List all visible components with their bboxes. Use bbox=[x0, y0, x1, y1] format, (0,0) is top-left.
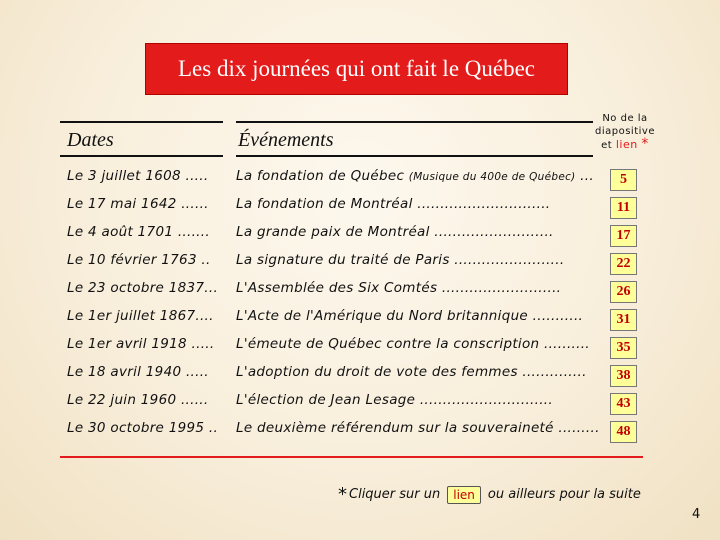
event-date: Le 17 mai 1642 ...... bbox=[67, 196, 209, 212]
footnote-asterisk-icon: * bbox=[338, 484, 347, 505]
events-header-rule-lower bbox=[236, 155, 593, 157]
event-title-text: L'adoption du droit de vote des femmes .............. bbox=[236, 364, 587, 380]
footnote-text-after: ou ailleurs pour la suite bbox=[487, 487, 641, 502]
events-header-rule bbox=[236, 121, 593, 123]
table-row bbox=[0, 392, 720, 418]
page-number: 4 bbox=[692, 507, 701, 522]
event-title-text: L'élection de Jean Lesage ............................. bbox=[236, 392, 553, 408]
table-row bbox=[0, 168, 720, 194]
slide-link-button[interactable]: 43 bbox=[610, 393, 637, 415]
event-title-text: L'Assemblée des Six Comtés .......................... bbox=[236, 280, 562, 296]
event-title bbox=[236, 196, 550, 212]
event-title bbox=[236, 364, 587, 380]
dates-header: Dates bbox=[67, 129, 114, 151]
slide-link-button[interactable]: 26 bbox=[610, 281, 637, 303]
event-title-text: La fondation de Québec bbox=[236, 168, 405, 184]
slide-link-button[interactable]: 22 bbox=[610, 253, 637, 275]
table-bottom-rule bbox=[60, 456, 643, 458]
event-title bbox=[236, 168, 594, 184]
table-row bbox=[0, 364, 720, 390]
table-row bbox=[0, 420, 720, 446]
slide-link-button[interactable]: 31 bbox=[610, 309, 637, 331]
footnote-text-before: Cliquer sur un bbox=[349, 487, 441, 502]
event-title bbox=[236, 420, 600, 436]
dates-header-rule bbox=[60, 121, 223, 123]
event-title bbox=[236, 224, 554, 240]
slide-link-button[interactable]: 38 bbox=[610, 365, 637, 387]
event-date: Le 18 avril 1940 ..... bbox=[67, 364, 209, 380]
event-title bbox=[236, 392, 553, 408]
event-title bbox=[236, 280, 561, 296]
event-title-text: Le deuxième référendum sur la souveraineté ......... bbox=[236, 420, 600, 436]
slide-number-header-et: et bbox=[601, 140, 613, 151]
table-row bbox=[0, 196, 720, 222]
events-header: Événements bbox=[238, 129, 334, 151]
event-title-text: La fondation de Montréal ............................. bbox=[236, 196, 551, 212]
event-note: (Musique du 400e de Québec) bbox=[408, 171, 576, 183]
event-title bbox=[236, 308, 583, 324]
event-date: Le 1er juillet 1867.... bbox=[67, 308, 214, 324]
slide-number-header-line2: diapositive bbox=[595, 126, 655, 137]
slide-link-button[interactable]: 48 bbox=[610, 421, 637, 443]
table-row bbox=[0, 252, 720, 278]
page-title: Les dix journées qui ont fait le Québec bbox=[145, 43, 568, 95]
event-date: Le 23 octobre 1837... bbox=[67, 280, 219, 296]
slide-link-button[interactable]: 35 bbox=[610, 337, 637, 359]
event-dots: ... bbox=[575, 168, 594, 184]
footnote bbox=[338, 484, 641, 505]
table-row bbox=[0, 224, 720, 250]
slide-number-header-line1: No de la bbox=[602, 113, 648, 124]
event-date: Le 4 août 1701 ....... bbox=[67, 224, 210, 240]
table-row bbox=[0, 336, 720, 362]
event-date: Le 22 juin 1960 ...... bbox=[67, 392, 209, 408]
slide-link-button[interactable]: 5 bbox=[610, 169, 637, 191]
event-title bbox=[236, 252, 564, 268]
event-title-text: La grande paix de Montréal .......................... bbox=[236, 224, 554, 240]
event-date: Le 3 juillet 1608 ..... bbox=[67, 168, 209, 184]
event-title-text: L'émeute de Québec contre la conscription .......... bbox=[236, 336, 590, 352]
slide-link-button[interactable]: 17 bbox=[610, 225, 637, 247]
slide-link-button[interactable]: 11 bbox=[610, 197, 637, 219]
event-title-text: La signature du traité de Paris ........................ bbox=[236, 252, 565, 268]
asterisk-icon: * bbox=[641, 136, 649, 152]
slide-number-header bbox=[592, 112, 658, 152]
dates-header-rule-lower bbox=[60, 155, 223, 157]
slide-number-header-lien: lien bbox=[615, 138, 638, 151]
event-date: Le 10 février 1763 .. bbox=[67, 252, 211, 268]
table-row bbox=[0, 308, 720, 334]
lien-button[interactable]: lien bbox=[447, 486, 481, 504]
slide-number-header-line3 bbox=[592, 138, 658, 152]
event-date: Le 1er avril 1918 ..... bbox=[67, 336, 215, 352]
table-row bbox=[0, 280, 720, 306]
event-title-text: L'Acte de l'Amérique du Nord britannique ........... bbox=[236, 308, 584, 324]
event-date: Le 30 octobre 1995 .. bbox=[67, 420, 219, 436]
event-title bbox=[236, 336, 590, 352]
